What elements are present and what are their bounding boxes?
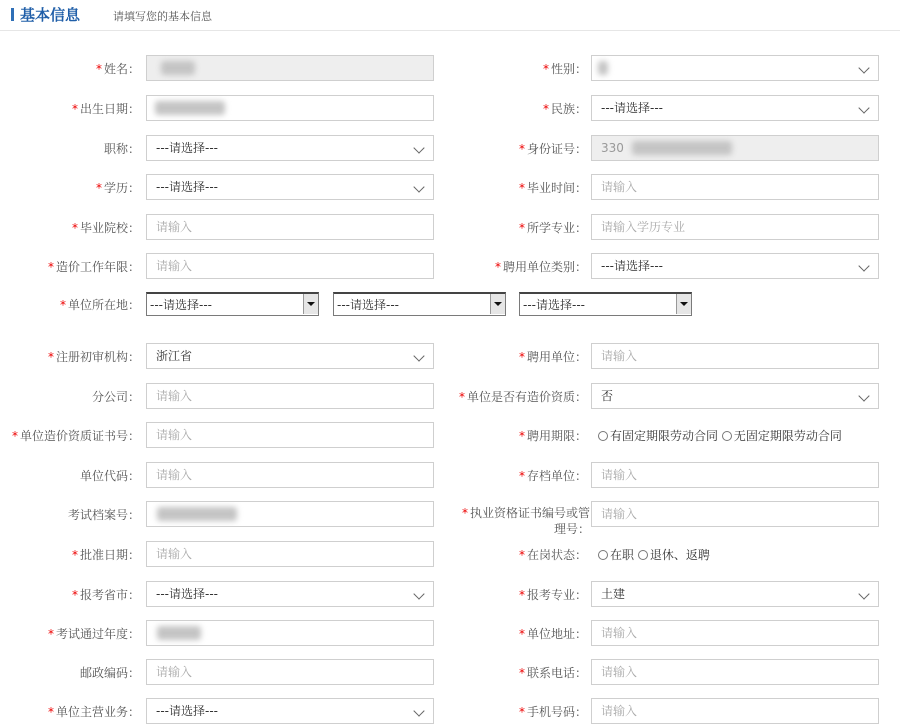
graduation-time-input[interactable]: 请输入 — [591, 174, 879, 200]
page-subtitle: 请填写您的基本信息 — [113, 10, 212, 23]
title-select[interactable]: ---请选择--- — [146, 135, 434, 161]
qualification-cert-input[interactable]: 请输入 — [146, 422, 434, 448]
school-label: * 毕业院校： — [71, 221, 140, 235]
employer-input[interactable]: 请输入 — [591, 343, 879, 369]
job-status-label: * 在岗状态： — [518, 548, 587, 562]
section-header — [0, 0, 900, 31]
ethnicity-label: * 民族： — [542, 102, 587, 116]
chevron-down-icon — [413, 705, 424, 716]
has-qualification-label: * 单位是否有造价资质： — [458, 390, 587, 404]
exam-file-label: 考试档案号： — [67, 508, 140, 522]
dropdown-arrow-icon[interactable] — [676, 294, 691, 314]
postcode-input[interactable]: 请输入 — [146, 659, 434, 685]
location-label: * 单位所在地： — [59, 298, 140, 312]
main-business-select[interactable]: ---请选择--- — [146, 698, 434, 724]
employment-term-radios — [598, 428, 842, 444]
chevron-down-icon — [413, 350, 424, 361]
registration-office-label: * 注册初审机构： — [47, 350, 140, 364]
unit-code-input[interactable]: 请输入 — [146, 462, 434, 488]
pass-year-label: * 考试通过年度： — [47, 627, 140, 641]
city-select[interactable]: ---请选择--- — [333, 292, 506, 316]
archive-unit-label: * 存档单位： — [518, 469, 587, 483]
redacted-value — [157, 626, 201, 640]
radio-retired[interactable]: 退休、返聘 — [638, 548, 710, 562]
has-qualification-select[interactable]: 否 — [591, 383, 879, 409]
chevron-down-icon — [413, 142, 424, 153]
radio-employed[interactable]: 在职 — [598, 548, 634, 562]
graduation-time-label: * 毕业时间： — [518, 181, 587, 195]
chevron-down-icon — [858, 62, 869, 73]
district-select[interactable]: ---请选择--- — [519, 292, 692, 316]
approval-date-label: * 批准日期： — [71, 548, 140, 562]
chevron-down-icon — [858, 102, 869, 113]
major-input[interactable]: 请输入学历专业 — [591, 214, 879, 240]
exam-province-select[interactable]: ---请选择--- — [146, 581, 434, 607]
exam-province-label: * 报考省市： — [71, 588, 140, 602]
work-years-input[interactable]: 请输入 — [146, 253, 434, 279]
school-input[interactable]: 请输入 — [146, 214, 434, 240]
unit-code-label: 单位代码： — [79, 469, 140, 483]
exam-file-input[interactable] — [146, 501, 434, 527]
mobile-input[interactable]: 请输入 — [591, 698, 879, 724]
birth-date-label: * 出生日期： — [71, 102, 140, 116]
dropdown-arrow-icon[interactable] — [303, 294, 318, 314]
work-years-label: * 造价工作年限： — [47, 260, 140, 274]
employer-type-select[interactable]: ---请选择--- — [591, 253, 879, 279]
unit-address-input[interactable]: 请输入 — [591, 620, 879, 646]
chevron-down-icon — [413, 588, 424, 599]
approval-date-input[interactable]: 请输入 — [146, 541, 434, 567]
branch-input[interactable]: 请输入 — [146, 383, 434, 409]
gender-select[interactable] — [591, 55, 879, 81]
gender-label: * 性别： — [542, 62, 587, 76]
radio-circle-icon[interactable] — [722, 431, 732, 441]
qualification-cert-label: * 单位造价资质证书号： — [11, 429, 140, 443]
province-select[interactable]: ---请选择--- — [146, 292, 319, 316]
chevron-down-icon — [413, 181, 424, 192]
branch-label: 分公司： — [91, 390, 140, 404]
chevron-down-icon — [858, 588, 869, 599]
unit-address-label: * 单位地址： — [518, 627, 587, 641]
redacted-value — [598, 61, 608, 75]
registration-office-select[interactable]: 浙江省 — [146, 343, 434, 369]
license-no-input[interactable]: 请输入 — [591, 501, 879, 527]
redacted-value — [632, 141, 732, 155]
redacted-value — [157, 507, 237, 521]
radio-fixed-term[interactable]: 有固定期限劳动合同 — [598, 429, 718, 443]
employer-type-label: * 聘用单位类别： — [494, 260, 587, 274]
education-select[interactable]: ---请选择--- — [146, 174, 434, 200]
major-label: * 所学专业： — [518, 221, 587, 235]
birth-date-input[interactable] — [146, 95, 434, 121]
license-no-label: * 执业资格证书编号或管理号： — [462, 506, 591, 536]
job-status-radios — [598, 547, 710, 563]
radio-open-term[interactable]: 无固定期限劳动合同 — [722, 429, 842, 443]
exam-major-label: * 报考专业： — [518, 588, 587, 602]
title-label: 职称： — [103, 142, 140, 156]
redacted-value — [155, 101, 225, 115]
education-label: * 学历： — [95, 181, 140, 195]
name-field — [146, 55, 434, 81]
dropdown-arrow-icon[interactable] — [490, 294, 505, 314]
employment-term-label: * 聘用期限： — [518, 429, 587, 443]
phone-label: * 联系电话： — [518, 666, 587, 680]
redacted-value — [161, 61, 195, 75]
main-business-label: * 单位主营业务： — [47, 705, 140, 719]
pass-year-input[interactable] — [146, 620, 434, 646]
id-number-field: 330 — [591, 135, 879, 161]
mobile-label: * 手机号码： — [518, 705, 587, 719]
chevron-down-icon — [858, 390, 869, 401]
exam-major-select[interactable]: 土建 — [591, 581, 879, 607]
archive-unit-input[interactable]: 请输入 — [591, 462, 879, 488]
chevron-down-icon — [858, 260, 869, 271]
header-accent-bar — [11, 8, 14, 21]
radio-circle-icon[interactable] — [598, 550, 608, 560]
phone-input[interactable]: 请输入 — [591, 659, 879, 685]
postcode-label: 邮政编码： — [79, 666, 140, 680]
id-number-label: * 身份证号： — [518, 142, 587, 156]
name-label: * 姓名： — [95, 62, 140, 76]
radio-circle-icon[interactable] — [598, 431, 608, 441]
employer-label: * 聘用单位： — [518, 350, 587, 364]
radio-circle-icon[interactable] — [638, 550, 648, 560]
page-title: 基本信息 — [20, 6, 81, 24]
ethnicity-select[interactable]: ---请选择--- — [591, 95, 879, 121]
